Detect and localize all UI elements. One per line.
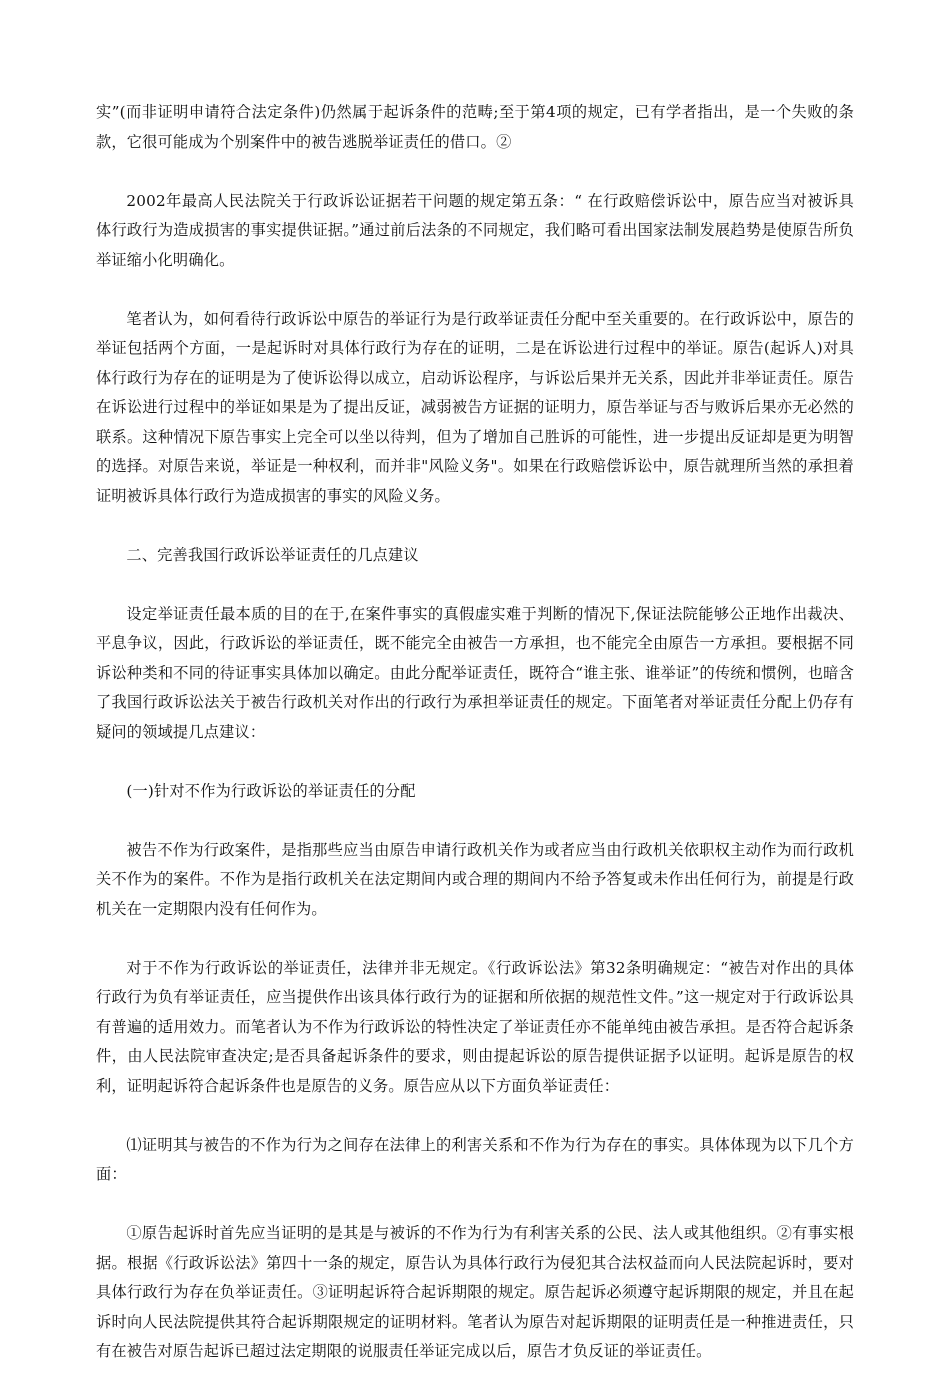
paragraph-definition: 被告不作为行政案件，是指那些应当由原告申请行政机关作为或者应当由行政机关依职权主动作为而行政机关不作为的案件。不作为是指行政机关在法定期间内或合理的期间内不给予答复或未作出任何行为，前提是行政机关在一定期限内没有任何作为。 (96, 840, 854, 918)
paragraph-purpose: 设定举证责任最本质的目的在于,在案件事实的真假虚实难于判断的情况下,保证法院能够公正地作出裁决、平息争议，因此，行政诉讼的举证责任，既不能完全由被告一方承担，也不能完全由原告一方承担。要根据不同诉讼种类和不同的待证事实具体加以确定。由此分配举证责任，既符合“谁主张、谁举证”的传统和惯例，也暗含了我国行政诉讼法关于被告行政机关对作出的行政行为承担举证责任的规定。下面笔者对举证责任分配上仍存有疑问的领域提几点建议： (96, 604, 854, 741)
paragraph-author-view: 笔者认为，如何看待行政诉讼中原告的举证行为是行政举证责任分配中至关重要的。在行政诉讼中，原告的举证包括两个方面，一是起诉时对具体行政行为存在的证明，二是在诉讼进行过程中的举证。原告(起诉人)对具体行政行为存在的证明是为了使诉讼得以成立，启动诉讼程序，与诉讼后果并无关系，因此并非举证责任。原告在诉讼进行过程中的举证如果是为了提出反证，减弱被告方证据的证明力，原告举证与否与败诉后果亦无必然的联系。这种情况下原告事实上完全可以坐以待判，但为了增加自己胜诉的可能性，进一步提出反证却是更为明智的选择。对原告来说，举证是一种权利，而并非"风险义务"。如果在行政赔偿诉讼中，原告就理所当然的承担着证明被诉具体行政行为造成损害的事实的风险义务。 (96, 309, 854, 505)
paragraph-law-article: 对于不作为行政诉讼的举证责任，法律并非无规定。《行政诉讼法》第32条明确规定：“被告对作出的具体行政行为负有举证责任，应当提供作出该具体行政行为的证据和所依据的规范性文件。”这一规定对于行政诉讼具有普遍的适用效力。而笔者认为不作为行政诉讼的特性决定了举证责任亦不能单纯由被告承担。是否符合起诉条件，由人民法院审查决定;是否具备起诉条件的要求，则由提起诉讼的原告提供证据予以证明。起诉是原告的权利，证明起诉符合起诉条件也是原告的义务。原告应从以下方面负举证责任： (96, 958, 854, 1095)
paragraph-sub-items: ①原告起诉时首先应当证明的是其是与被诉的不作为行为有利害关系的公民、法人或其他组织。②有事实根据。根据《行政诉讼法》第四十一条的规定，原告认为具体行政行为侵犯其合法权益而向人民法院起诉时，要对具体行政行为存在负举证责任。③证明起诉符合起诉期限的规定。原告起诉必须遵守起诉期限的规定，并且在起诉时向人民法院提供其符合起诉期限规定的证明材料。笔者认为原告对起诉期限的证明责任是一种推进责任，只有在被告对原告起诉已超过法定期限的说服责任举证完成以后，原告才负反证的举证责任。 (96, 1224, 854, 1360)
paragraph-continued: 实”(而非证明申请符合法定条件)仍然属于起诉条件的范畴;至于第4项的规定，已有学者指出，是一个失败的条款，它很可能成为个别案件中的被告逃脱举证责任的借口。② (96, 103, 854, 151)
section-heading: 二、完善我国行政诉讼举证责任的几点建议 (126, 545, 419, 564)
document-body (96, 98, 854, 1396)
paragraph-item-1: ⑴证明其与被告的不作为行为之间存在法律上的利害关系和不作为行为存在的事实。具体体现为以下几个方面： (96, 1135, 854, 1183)
paragraph-2002-regulation: 2002年最高人民法院关于行政诉讼证据若干问题的规定第五条：“ 在行政赔偿诉讼中，原告应当对被诉具体行政行为造成损害的事实提供证据。”通过前后法条的不同规定，我们略可看出国家法制发展趋势是使原告所负举证缩小化明确化。 (96, 191, 854, 269)
subsection-heading: (一)针对不作为行政诉讼的举证责任的分配 (126, 781, 416, 800)
